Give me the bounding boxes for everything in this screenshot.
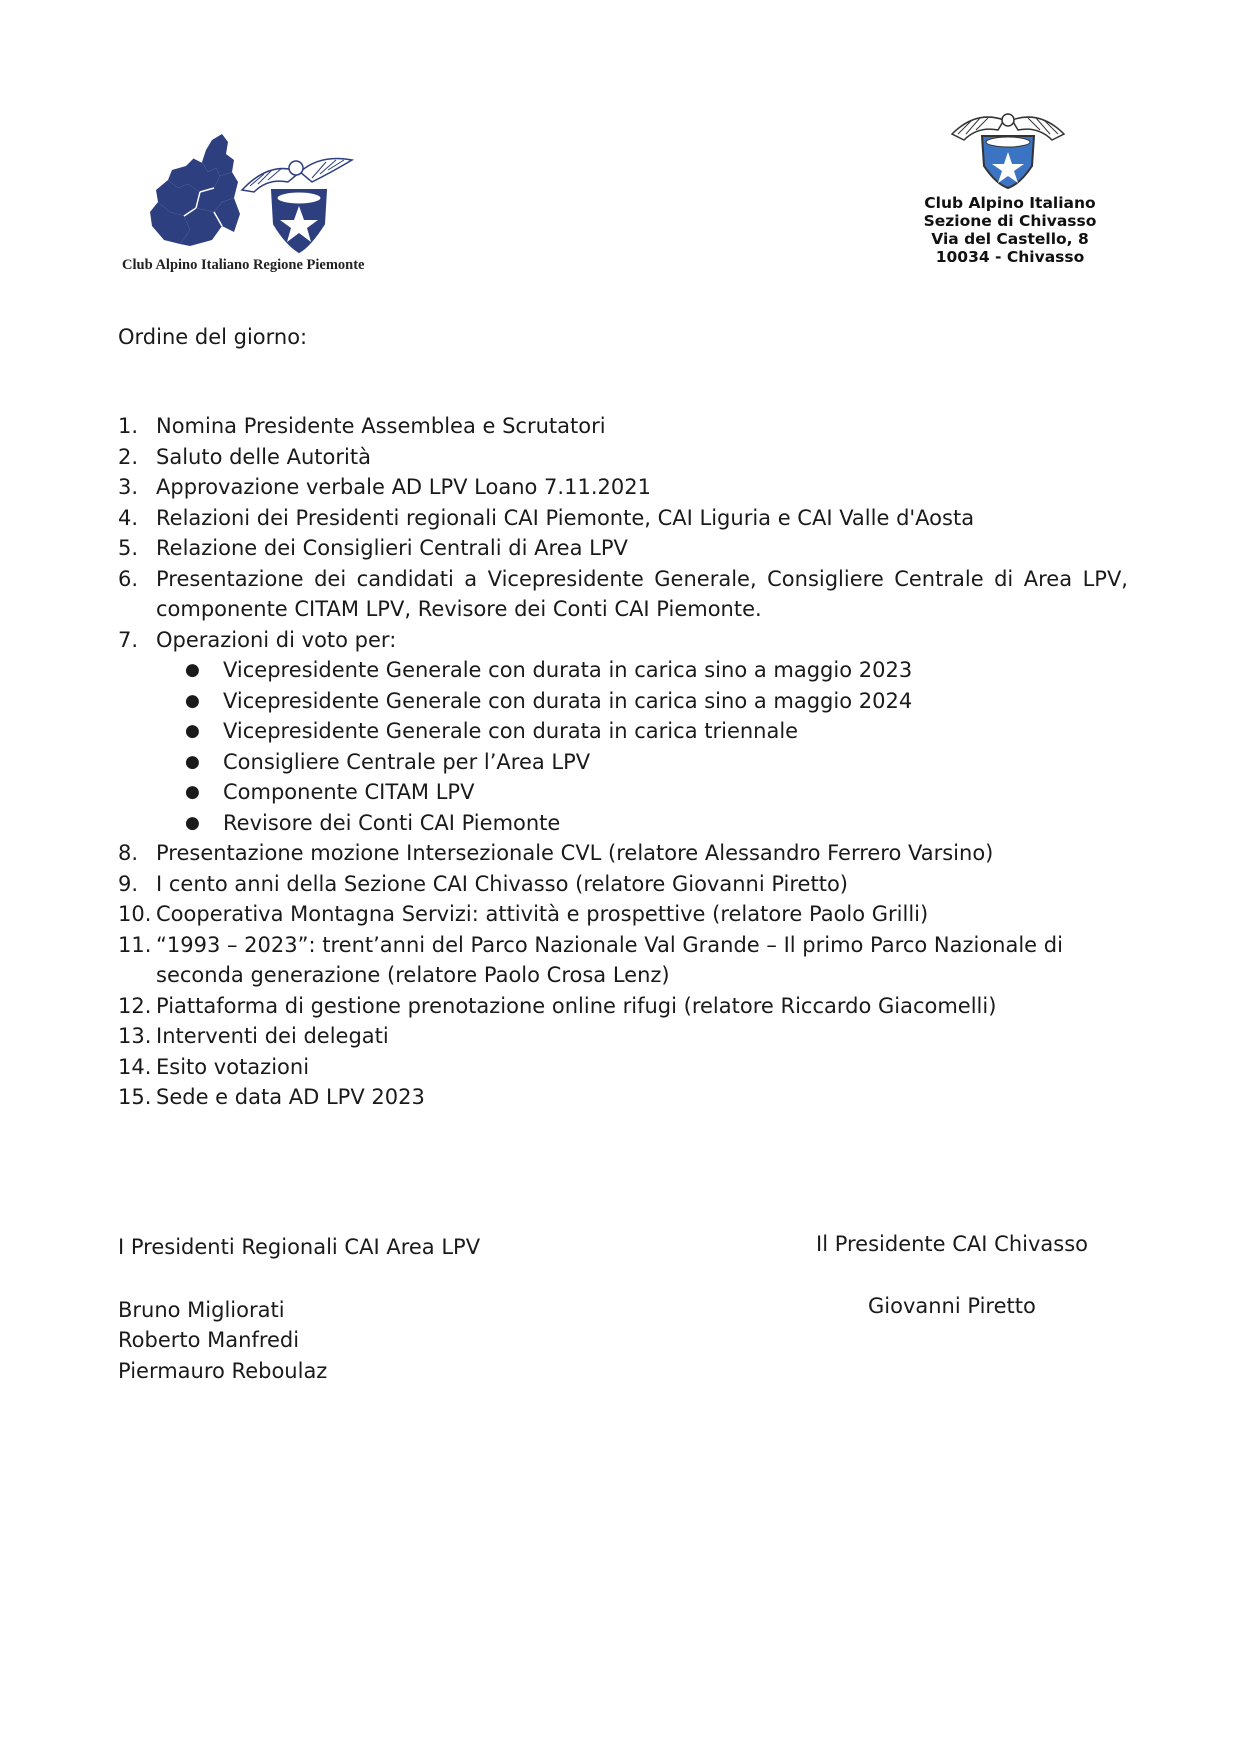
agenda-heading: Ordine del giorno: xyxy=(118,325,308,349)
agenda-list xyxy=(118,411,1128,1113)
vote-bullet-text: Componente CITAM LPV xyxy=(223,780,475,804)
agenda-item xyxy=(118,899,1128,930)
bullet-icon: ● xyxy=(185,812,200,833)
cai-chivasso-logo xyxy=(900,110,1130,270)
agenda-item xyxy=(118,1021,1128,1052)
agenda-item-text: Piattaforma di gestione prenotazione online rifugi (relatore Riccardo Giacomelli) xyxy=(156,993,997,1018)
bullet-icon: ● xyxy=(185,751,200,772)
agenda-item xyxy=(118,1052,1128,1083)
bullet-icon: ● xyxy=(185,660,200,680)
agenda-item xyxy=(118,472,1128,503)
agenda-item-text: Operazioni di voto per: xyxy=(156,627,397,652)
bullet-icon: ● xyxy=(185,690,200,711)
agenda-item xyxy=(118,442,1128,473)
agenda-item-number: 5. xyxy=(118,536,139,560)
agenda-item xyxy=(118,838,1128,869)
address-line: 10034 - Chivasso xyxy=(935,248,1085,266)
agenda-item-number: 2. xyxy=(118,444,139,469)
agenda-item-number: 1. xyxy=(118,414,139,438)
regional-presidents-signature xyxy=(118,1232,480,1386)
agenda-item-number: 8. xyxy=(118,841,139,865)
agenda-item xyxy=(118,869,1128,900)
agenda-item-number: 9. xyxy=(118,871,139,896)
agenda-item xyxy=(118,503,1128,534)
vote-bullet-text: Vicepresidente Generale con durata in carica sino a maggio 2024 xyxy=(223,688,913,713)
agenda-item-text: “1993 – 2023”: trent’anni del Parco Nazionale Val Grande – Il primo Parco Nazionale di seconda generazione (relatore Paolo Crosa Lenz) xyxy=(156,932,1063,987)
bullet-icon: ● xyxy=(185,721,200,741)
left-signature-title: I Presidenti Regionali CAI Area LPV xyxy=(118,1235,481,1259)
vote-bullet-item xyxy=(118,777,1128,808)
vote-bullet-item xyxy=(118,655,1128,686)
vote-bullet-item xyxy=(118,808,1128,839)
agenda-item-text: Relazione dei Consiglieri Centrali di Area LPV xyxy=(156,536,628,560)
right-signature-title: Il Presidente CAI Chivasso xyxy=(816,1232,1088,1256)
agenda-item xyxy=(118,1082,1128,1113)
agenda-item-text: Presentazione mozione Intersezionale CVL (relatore Alessandro Ferrero Varsino) xyxy=(156,841,994,865)
agenda-item xyxy=(118,930,1128,991)
agenda-item-number: 15. xyxy=(118,1085,152,1109)
agenda-item xyxy=(118,411,1128,442)
vote-bullet-text: Vicepresidente Generale con durata in carica sino a maggio 2023 xyxy=(223,658,913,682)
agenda-item-number: 10. xyxy=(118,902,152,926)
agenda-item-number: 14. xyxy=(118,1054,152,1079)
agenda-item-number: 4. xyxy=(118,505,139,530)
agenda-item-number: 3. xyxy=(118,475,139,499)
agenda-item-text: Approvazione verbale AD LPV Loano 7.11.2021 xyxy=(156,475,651,499)
vote-bullet-item xyxy=(118,686,1128,717)
agenda-item xyxy=(118,533,1128,564)
agenda-item-text: Saluto delle Autorità xyxy=(156,444,371,469)
vote-bullet-text: Vicepresidente Generale con durata in carica triennale xyxy=(223,719,799,743)
address-line: Club Alpino Italiano xyxy=(924,194,1096,212)
agenda-item-text: I cento anni della Sezione CAI Chivasso (relatore Giovanni Piretto) xyxy=(156,871,848,896)
agenda-item-text: Relazioni dei Presidenti regionali CAI Piemonte, CAI Liguria e CAI Valle d'Aosta xyxy=(156,505,975,530)
agenda-item-number: 11. xyxy=(118,932,152,957)
cai-regione-piemonte-logo xyxy=(122,132,380,282)
agenda-item-text: Esito votazioni xyxy=(156,1054,310,1079)
vote-bullet-item xyxy=(118,716,1128,747)
left-logo-caption: Club Alpino Italiano Regione Piemonte xyxy=(122,257,365,273)
cai-eagle-star-icon xyxy=(948,110,1068,190)
right-signatory-name: Giovanni Piretto xyxy=(868,1294,1036,1318)
signatory-name: Bruno Migliorati xyxy=(118,1297,285,1322)
vote-bullet-text: Revisore dei Conti CAI Piemonte xyxy=(223,810,561,835)
address-line: Sezione di Chivasso xyxy=(923,212,1097,230)
chivasso-address xyxy=(900,194,1120,266)
address-line: Via del Castello, 8 xyxy=(931,230,1089,248)
agenda-item-text: Presentazione dei candidati a Vicepresidente Generale, Consigliere Centrale di Area LPV, componente CITAM LPV, Revisore dei Conti CAI Piemonte. xyxy=(156,566,1128,621)
agenda-item xyxy=(118,564,1128,625)
vote-bullet-text: Consigliere Centrale per l’Area LPV xyxy=(223,749,591,774)
agenda-item-number: 6. xyxy=(118,566,139,591)
agenda-item-text: Cooperativa Montagna Servizi: attività e prospettive (relatore Paolo Grilli) xyxy=(156,902,929,926)
agenda-item-number: 12. xyxy=(118,993,152,1018)
signatory-name: Piermauro Reboulaz xyxy=(118,1358,328,1383)
agenda-item-number: 13. xyxy=(118,1024,152,1048)
agenda-item xyxy=(118,625,1128,656)
piemonte-map-icon xyxy=(150,132,380,257)
bullet-icon: ● xyxy=(185,782,200,802)
signatory-name: Roberto Manfredi xyxy=(118,1328,300,1352)
agenda-item-number: 7. xyxy=(118,627,139,652)
agenda-item-text: Sede e data AD LPV 2023 xyxy=(156,1085,425,1109)
agenda-item-text: Interventi dei delegati xyxy=(156,1024,389,1048)
agenda-item-text: Nomina Presidente Assemblea e Scrutatori xyxy=(156,414,606,438)
agenda-item xyxy=(118,991,1128,1022)
vote-bullet-item xyxy=(118,747,1128,778)
